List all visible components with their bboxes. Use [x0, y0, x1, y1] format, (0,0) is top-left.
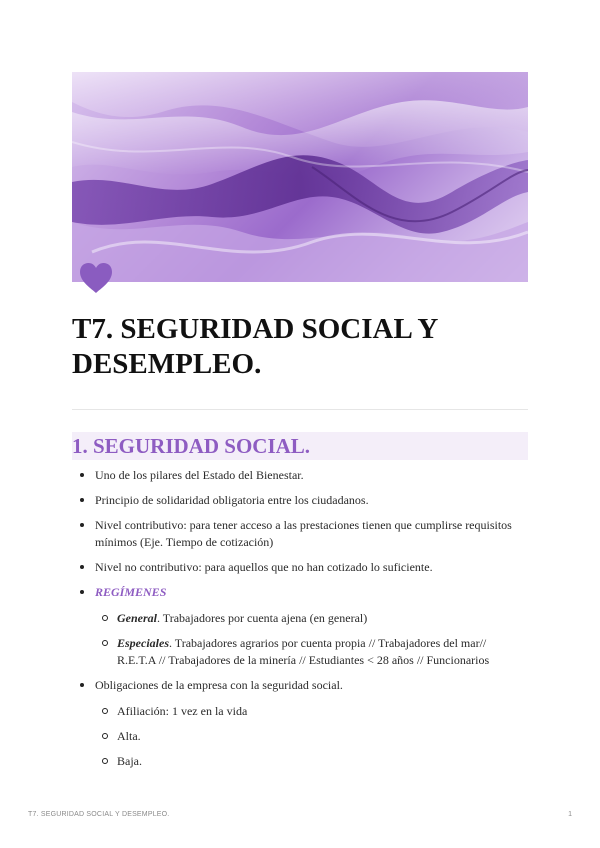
especiales-term: Especiales — [117, 636, 169, 650]
title-divider — [72, 409, 528, 410]
list-item: Nivel no contributivo: para aquellos que no han cotizado lo suficiente. — [72, 559, 528, 576]
purple-fabric-illustration — [72, 72, 528, 282]
obligaciones-text: Obligaciones de la empresa con la seguridad social. — [95, 678, 343, 692]
list-item: Uno de los pilares del Estado del Bienestar. — [72, 467, 528, 484]
cover-image — [72, 72, 528, 282]
list-item-regimenes — [72, 584, 528, 669]
general-text: . Trabajadores por cuenta ajena (en general) — [157, 611, 368, 625]
sublist-item-general — [95, 610, 528, 627]
section-heading: 1. SEGURIDAD SOCIAL. — [72, 432, 528, 460]
sublist-item: Afiliación: 1 vez en la vida — [95, 703, 528, 720]
list-item: Nivel contributivo: para tener acceso a las prestaciones tienen que cumplirse requisitos mínimos (Eje. Tiempo de cotización) — [72, 517, 528, 551]
general-term: General — [117, 611, 157, 625]
sublist-item-especiales — [95, 635, 528, 669]
section-content — [72, 467, 528, 778]
regimenes-label: REGÍMENES — [95, 585, 167, 599]
sublist-item: Baja. — [95, 753, 528, 770]
footer-page-number: 1 — [568, 811, 572, 818]
list-item: Principio de solidaridad obligatoria entre los ciudadanos. — [72, 492, 528, 509]
sublist-item: Alta. — [95, 728, 528, 745]
footer-title: T7. SEGURIDAD SOCIAL Y DESEMPLEO. — [28, 811, 170, 818]
main-bullet-list — [72, 467, 528, 770]
regimenes-sublist — [95, 610, 528, 669]
list-item-obligaciones — [72, 677, 528, 770]
purple-heart-icon — [78, 260, 114, 296]
obligaciones-sublist — [95, 703, 528, 770]
page-title: T7. SEGURIDAD SOCIAL Y DESEMPLEO. — [72, 313, 438, 380]
especiales-text: . Trabajadores agrarios por cuenta propia // Trabajadores del mar// R.E.T.A // Trabajadores de la minería // Estudiantes < 28 años // Funcionarios — [117, 636, 490, 667]
